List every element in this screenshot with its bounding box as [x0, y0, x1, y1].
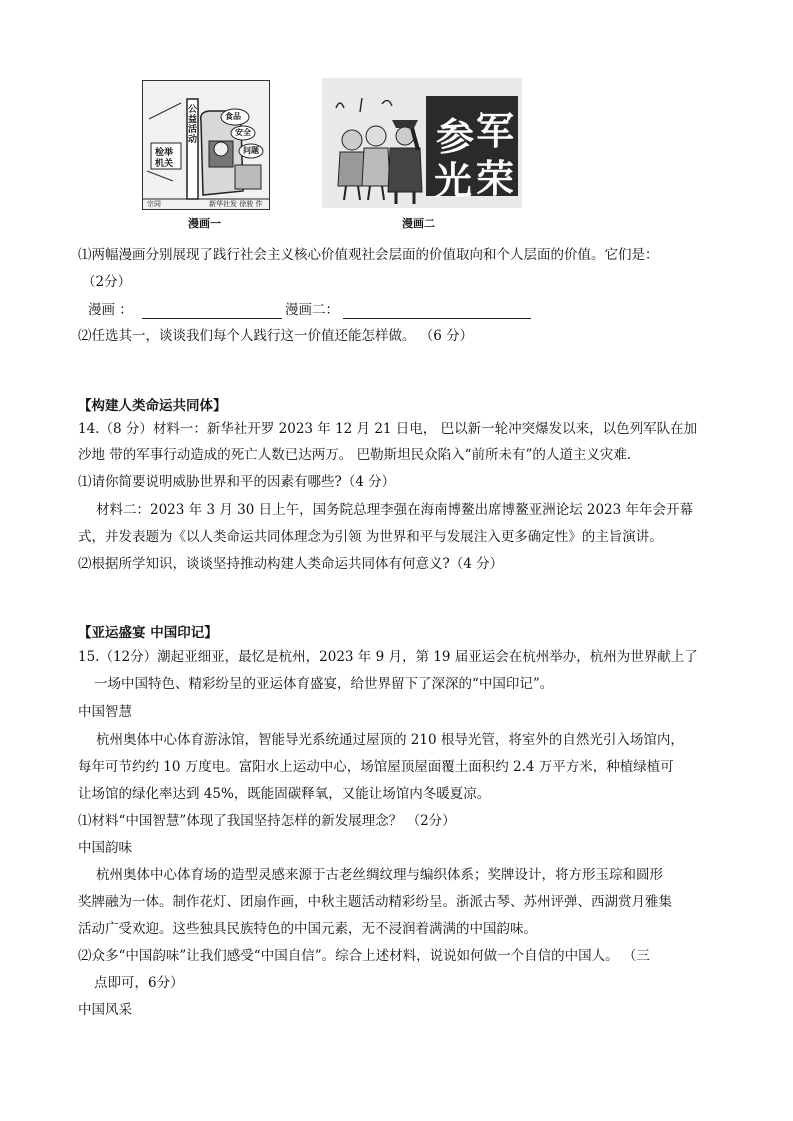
q15-intro-line1: 15.（12分）潮起亚细亚，最忆是杭州，2023 年 9 月，第 19 届亚运会在杭州举办，杭州为世界献上了	[78, 649, 698, 665]
cartoon-one-cloud-label: 问题	[243, 145, 259, 155]
q13-part2: ⑵任选其一，谈谈我们每个人践行这一价值还能怎样做。 （6 分）	[78, 328, 474, 344]
answer-label-cartoon-two: 漫画二：	[285, 302, 339, 318]
cartoon-two-caption: 漫画二	[402, 217, 435, 230]
cartoon-one-box-label: 机关	[155, 159, 174, 169]
q15-sub1-line3: 让场馆的绿化率达到 45%，既能固碳释氧，又能让场馆内冬暖夏凉。	[78, 786, 491, 802]
cartoon-one	[142, 80, 270, 210]
answer-label-cartoon-one: 漫画 ：	[88, 302, 133, 318]
q15-subsection-title: 中国韵味	[78, 840, 132, 856]
q14-material1-line1: 14.（8 分）材料一：新华社开罗 2023 年 12 月 21 日电， 巴以新一轮冲突爆发以来，以色列军队在加	[78, 421, 698, 437]
q15-sub1-line2: 每年可节约约 10 万度电。富阳水上运动中心，场馆屋顶屋面覆土面积约 2.4 万平方米，种植绿植可	[78, 759, 674, 775]
q14-question1: ⑴请你简要说明威胁世界和平的因素有哪些?（4 分）	[78, 474, 396, 490]
cartoon-one-cloud-label: 食品	[225, 111, 241, 121]
section-15-heading: 【亚运盛宴 中国印记】	[78, 625, 218, 641]
cartoon-one-cloud-label: 安全	[235, 127, 251, 137]
q15-question2-line1: ⑵众多“中国韵味”让我们感受“中国自信”。综合上述材料，说说如何做一个自信的中国人。 （三	[78, 948, 650, 964]
q15-question2-line2: 点即可，6分）	[94, 975, 184, 991]
q15-subsection-title: 中国智慧	[78, 704, 132, 720]
q14-material2-line2: 式，并发表题为《以人类命运共同体理念为引领 为世界和平与发展注入更多确定性》的主旨演讲。	[78, 529, 663, 545]
q13-part1-line1: ⑴两幅漫画分别展现了践行社会主义核心价值观社会层面的价值取向和个人层面的价值。它们是：	[78, 247, 659, 263]
cartoon-one-credit-right: 新华社发 徐骏 作	[209, 200, 263, 208]
cartoon-one-credit-left: 宗同	[147, 200, 161, 208]
q14-question2: ⑵根据所学知识，谈谈坚持推动构建人类命运共同体有何意义?（4 分）	[78, 556, 504, 572]
section-14-heading: 【构建人类命运共同体】	[78, 398, 227, 414]
cartoon-one-box-label: 检举	[155, 148, 174, 158]
q15-sub2-line1: 杭州奥体中心体育场的造型灵感来源于古老丝绸纹理与编织体系；奖牌设计，将方形玉琮和圆形	[96, 867, 663, 883]
cartoon-one-caption: 漫画一	[188, 217, 221, 230]
answer-blank-cartoon-one[interactable]	[142, 318, 282, 319]
q14-material2-line1: 材料二：2023 年 3 月 30 日上午，国务院总理李强在海南博鳌出席博鳌亚洲论坛 2023 年年会开幕	[96, 502, 694, 518]
q14-material1-line2: 沙地 带的军事行动造成的死亡人数已达两万。 巴勒斯坦民众陷入“前所未有”的人道主义灾难.	[78, 447, 632, 463]
banner-char: 参	[436, 114, 475, 159]
q15-sub2-line3: 活动广受欢迎。这些独具民族特色的中国元素，无不浸润着满满的中国韵味。	[78, 921, 537, 937]
cartoon-one-sign-vertical: 公益活动	[187, 105, 197, 145]
q13-part1-line2: （2分）	[82, 274, 132, 290]
banner-char: 光	[434, 158, 473, 203]
answer-blank-cartoon-two[interactable]	[343, 318, 531, 319]
cartoon-two	[322, 78, 522, 208]
banner-char: 军	[476, 108, 515, 153]
q15-question1: ⑴材料“中国智慧”体现了我国坚持怎样的新发展理念？ （2分）	[78, 813, 456, 829]
q15-sub2-line2: 奖牌融为一体。制作花灯、团扇作画，中秋主题活动精彩纷呈。浙派古琴、苏州评弹、西湖赏月雅集	[78, 894, 672, 910]
banner-char: 荣	[476, 156, 515, 201]
q15-intro-line2: 一场中国特色、精彩纷呈的亚运体育盛宴，给世界留下了深深的“中国印记”。	[94, 676, 554, 692]
q15-sub1-line1: 杭州奥体中心体育游泳馆，智能导光系统通过屋顶的 210 根导光管，将室外的自然光引入场馆内，	[96, 732, 684, 748]
q15-subsection-title: 中国风采	[78, 1002, 132, 1018]
